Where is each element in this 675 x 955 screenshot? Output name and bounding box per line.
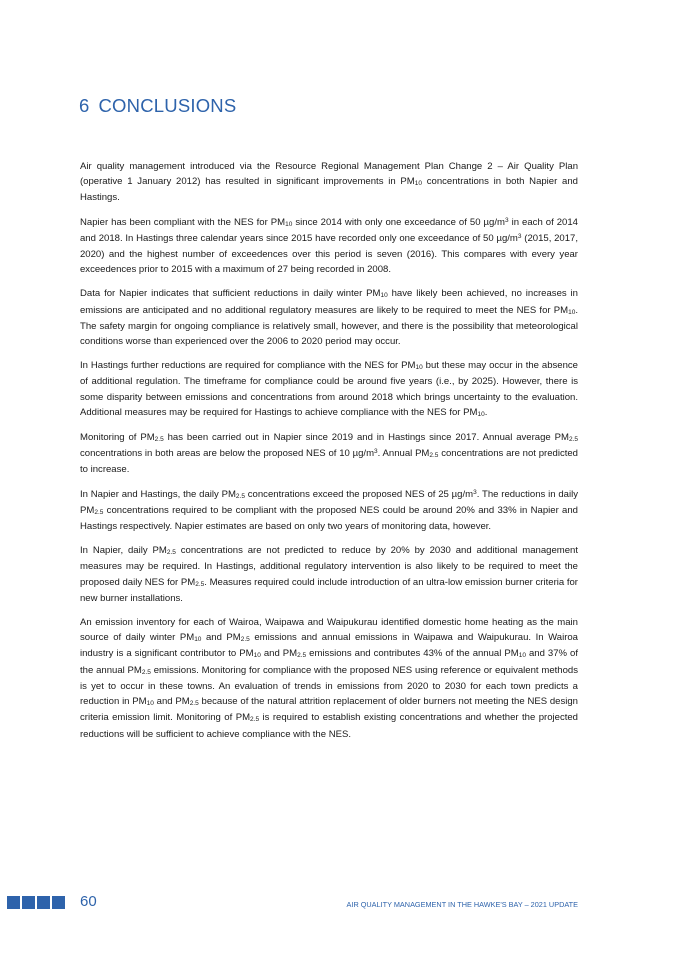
text-run: . [484,406,488,418]
footer-square [22,896,35,909]
subscript: 2.5 [250,716,260,724]
text-run: In Napier, daily PM [80,545,167,557]
superscript: 3 [374,448,378,456]
subscript: 2.5 [94,508,104,516]
subscript: 2.5 [240,636,250,644]
text-run: because of the natural attrition replacement of older burners not meeting the NES design criteria emission limit. Monitoring of PM [80,696,578,724]
section-heading [79,95,236,117]
subscript: 10 [194,636,202,644]
paragraph [80,159,578,206]
text-run: concentrations are not predicted to increase. [80,448,578,476]
subscript: 2.5 [141,668,151,676]
text-run: and 37% of the annual PM [80,648,578,676]
section-number: 6 [79,95,90,116]
paragraph [80,487,578,535]
subscript: 2.5 [568,436,578,444]
subscript: 10 [253,652,261,660]
text-run: and PM [153,696,190,708]
text-run: Air quality management introduced via the Resource Regional Management Plan Change 2 – Air Quality Plan (operative 1 January 2012) has resulted in significant improvements in PM [80,161,578,188]
text-run: since 2014 with only one exceedance of 50 µg/m [292,216,505,228]
text-run: concentrations in both Napier and Hastings. [80,176,578,204]
subscript: 2.5 [166,549,176,557]
text-run: . The safety margin for ongoing compliance is relatively small, however, and there is the possibility that meteorological conditions worse than experienced over the 2006 to 2020 period may occur. [80,304,578,348]
footer-square [7,896,20,909]
superscript: 3 [517,232,522,240]
section-title: CONCLUSIONS [98,95,237,116]
subscript: 10 [285,220,293,228]
text-run: (2015, 2017, 2020) and the highest number of exceedences over this period is seven (2016). This compares with every year exceedences prior to 2015 with a maximum of 27 being recorded in 2008. [80,232,579,276]
text-run: and PM [260,648,298,660]
text-run: Napier has been compliant with the NES for PM [80,216,286,228]
text-run: . Measures required could include introduction of an ultra-low emission burner criteria for new burner installations. [80,576,578,604]
subscript: 10 [414,180,422,188]
subscript: 10 [568,308,576,316]
paragraph [80,215,578,278]
text-run: emissions. Monitoring for compliance with the proposed NES using reference or equivalent methods is yet to occur in these towns. An evaluation of trends in emissions from 2020 to 2030 for each town predicts a reduction in PM [80,664,578,708]
subscript: 2.5 [189,700,199,708]
paragraph [80,286,578,349]
subscript: 2.5 [195,580,205,588]
subscript: 10 [477,410,485,418]
text-run: concentrations in both areas are below the proposed NES of 10 µg/m [80,448,375,460]
paragraph [80,358,578,421]
text-run: emissions and annual emissions in Waipawa and Waipukurau. In Wairoa industry is a significant contributor to PM [80,632,578,660]
text-run: An emission inventory for each of Wairoa, Waipawa and Waipukurau identified domestic home heating as the main source of daily winter PM [80,617,578,644]
text-run: has been carried out in Napier since 2019 and in Hastings since 2017. Annual average PM [163,432,569,444]
footer-decoration [7,896,65,909]
subscript: 2.5 [297,652,307,660]
footer-document-title: AIR QUALITY MANAGEMENT IN THE HAWKE'S BAY – 2021 UPDATE [346,900,578,909]
paragraph [80,615,578,742]
text-run: Monitoring of PM [80,432,155,444]
text-run: is required to establish existing concentrations and whether the projected reductions will be sufficient to achieve compliance with the NES. [80,712,578,740]
body-text [80,159,578,751]
text-run: concentrations are not predicted to reduce by 20% by 2030 and additional management measures may be required. In Hastings, additional regulatory intervention is also likely to be required to meet the proposed daily NES for PM [80,545,579,588]
text-run: but these may occur in the absence of additional regulation. The timeframe for compliance could be around five years (i.e., by 2025). However, there is some disparity between emissions and concentrations from around 2018 which brings uncertainty to the evaluation. Additional measures may be required for Hastings to achieve compliance with the NES for PM [80,360,578,418]
subscript: 2.5 [154,436,164,444]
page-number: 60 [80,893,97,910]
text-run: Data for Napier indicates that sufficient reductions in daily winter PM [80,288,381,300]
paragraph [80,543,578,606]
text-run: have likely been achieved, no increases in emissions are anticipated and no additional regulatory measures are likely to be required to meet the NES for PM [80,288,578,316]
subscript: 10 [146,700,154,708]
subscript: 10 [380,292,388,300]
text-run: in each of 2014 and 2018. In Hastings three calendar years since 2015 have recorded only one exceedance of 50 µg/m [80,216,578,244]
text-run: emissions and contributes 43% of the annual PM [306,648,519,660]
text-run: concentrations exceed the proposed NES of 25 µg/m [244,488,474,500]
subscript: 10 [415,364,423,372]
superscript: 3 [504,216,509,224]
superscript: 3 [473,488,477,496]
footer-square [37,896,50,909]
text-run: . Annual PM [377,448,430,460]
paragraph [80,430,578,478]
subscript: 10 [518,652,526,660]
footer-square [52,896,65,909]
text-run: . The reductions in daily PM [80,488,579,516]
subscript: 2.5 [429,452,439,460]
text-run: and PM [201,632,241,644]
text-run: In Napier and Hastings, the daily PM [80,488,236,500]
text-run: In Hastings further reductions are required for compliance with the NES for PM [80,360,416,372]
subscript: 2.5 [235,492,245,500]
text-run: concentrations required to be compliant with the proposed NES could be around 20% and 33% in Napier and Hastings respectively. Napier estimates are based on only two years of monitoring data, however. [80,504,578,533]
